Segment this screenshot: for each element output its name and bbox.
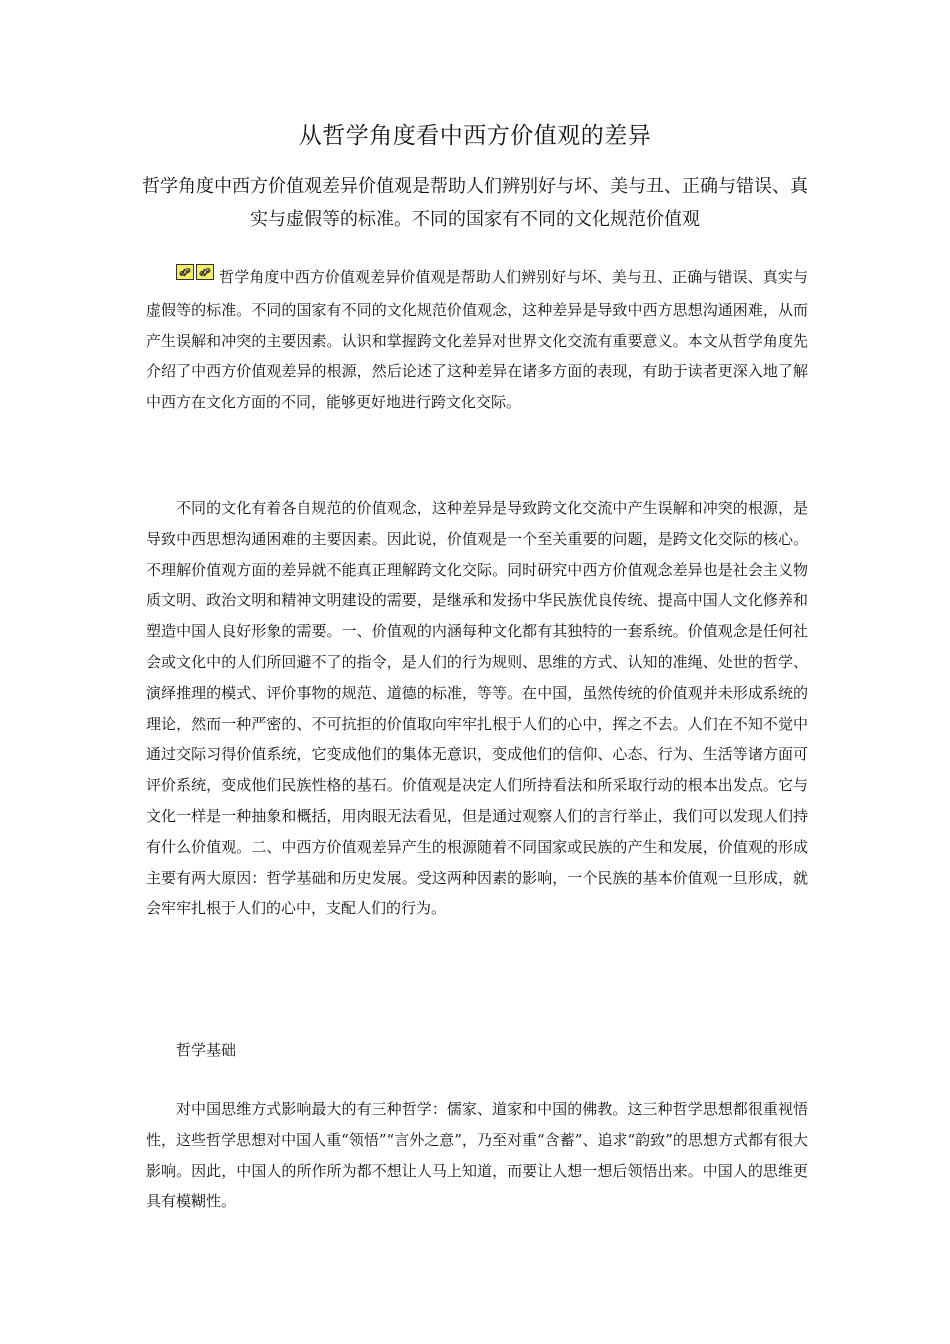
- section-heading: 哲学基础: [176, 1041, 237, 1059]
- link-icon: [176, 264, 194, 280]
- inline-icons: [176, 264, 216, 295]
- paragraph-philosophy: 对中国思维方式影响最大的有三种哲学：儒家、道家和中国的佛教。这三种哲学思想都很重视悟性，这些哲学思想对中国人重“领悟”“言外之意”，乃至对重“含蓄”、追求“韵致”的思想方式都有很大影响。因此，中国人的所作所为都不想让人马上知道，而要让人想一想后领悟出来。中国人的思维更具有模糊性。: [146, 1100, 808, 1211]
- document-subtitle: 哲学角度中西方价值观差异价值观是帮助人们辨别好与坏、美与丑、正确与错误、真实与虚假等的标准。不同的国家有不同的文化规范价值观: [142, 176, 808, 230]
- link-icon: [196, 264, 214, 280]
- document-title: 从哲学角度看中西方价值观的差异: [298, 123, 652, 149]
- paragraph-abstract: [146, 262, 808, 418]
- paragraph-text: 哲学角度中西方价值观差异价值观是帮助人们辨别好与坏、美与丑、正确与错误、真实与虚假等的标准。不同的国家有不同的文化规范价值观念，这种差异是导致中西方思想沟通困难，从而产生误解和冲突的主要因素。认识和掌握跨文化差异对世界文化交流有重要意义。本文从哲学角度先介绍了中西方价值观差异的根源，然后论述了这种差异在诸多方面的表现，有助于读者更深入地了解中西方在文化方面的不同，能够更好地进行跨文化交际。: [146, 268, 808, 412]
- paragraph-body: 不同的文化有着各自规范的价值观念，这种差异是导致跨文化交流中产生误解和冲突的根源，是导致中西思想沟通困难的主要因素。因此说，价值观是一个至关重要的问题，是跨文化交际的核心。不理解价值观方面的差异就不能真正理解跨文化交际。同时研究中西方价值观念差异也是社会主义物质文明、政治文明和精神文明建设的需要，是继承和发扬中华民族优良传统、提高中国人文化修养和塑造中国人良好形象的需要。一、价值观的内涵每种文化都有其独特的一套系统。价值观念是任何社会或文化中的人们所回避不了的指令，是人们的行为规则、思维的方式、认知的准绳、处世的哲学、演绎推理的模式、评价事物的规范、道德的标准，等等。在中国，虽然传统的价值观并未形成系统的理论，然而一种严密的、不可抗拒的价值取向牢牢扎根于人们的心中，挥之不去。人们在不知不觉中通过交际习得价值系统，它变成他们的集体无意识，变成他们的信仰、心态、行为、生活等诸方面可评价系统，变成他们民族性格的基石。价值观是决定人们所持看法和所采取行动的根本出发点。它与文化一样是一种抽象和概括，用肉眼无法看见，但是通过观察人们的言行举止，我们可以发现人们持有什么价值观。二、中西方价值观差异产生的根源随着不同国家或民族的产生和发展，价值观的形成主要有两大原因：哲学基础和历史发展。受这两种因素的影响，一个民族的基本价值观一旦形成，就会牢牢扎根于人们的心中，支配人们的行为。: [146, 499, 808, 918]
